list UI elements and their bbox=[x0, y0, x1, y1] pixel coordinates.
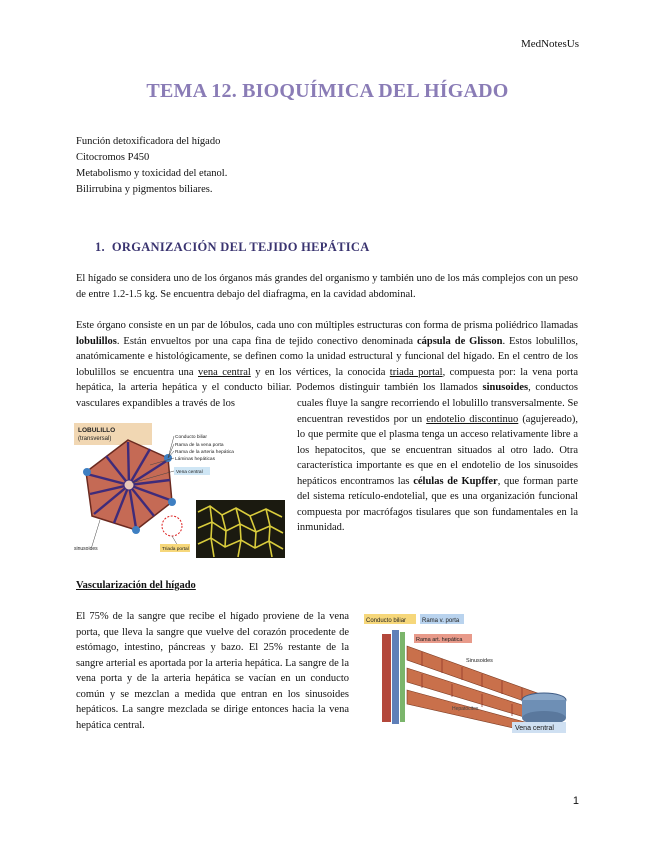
label-vena-central: Vena central bbox=[515, 725, 554, 732]
label-conducto: Conducto biliar bbox=[366, 618, 407, 624]
text-run: Este órgano consiste en un par de lóbulos, cada uno con múltiples estructuras con forma de prisma poliédrico llamadas bbox=[76, 320, 578, 331]
figure-subtitle: (transversal) bbox=[78, 436, 112, 442]
vascular-figure bbox=[362, 612, 580, 738]
label-laminas: Láminas hepáticas bbox=[175, 457, 215, 462]
label-triada: Triada portal bbox=[162, 547, 189, 552]
text-run: (agujereado), lo que permite que el plasma tenga un acceso relativamente libre a los hepatocitos, que se encuentran situados al otro lado. Otra característica importante es que en el endotelio de los sinusoides hepáticos encontramos las bbox=[297, 413, 578, 487]
label-conducto: Conducto biliar bbox=[175, 435, 207, 440]
section-heading bbox=[95, 240, 370, 255]
label-celulas: Hepatocitos bbox=[452, 706, 479, 712]
term-kupffer: células de Kupffer bbox=[413, 475, 498, 487]
portal-triad-icon bbox=[132, 526, 140, 534]
lobule-figure bbox=[70, 420, 285, 560]
paragraph-sinusoids bbox=[297, 396, 578, 536]
paragraph-intro: El hígado se considera uno de los órganos más grandes del organismo y también uno de los más complejos con un peso de entre 1.2-1.5 kg. Se encuentra debajo del diafragma, en la cavidad abdominal. bbox=[76, 273, 578, 300]
label-rama-porta: Rama de la vena porta bbox=[175, 443, 224, 448]
section-title: ORGANIZACIÓN DEL TEJIDO HEPÁTICA bbox=[111, 240, 370, 254]
topic-item: Citocromos P450 bbox=[76, 152, 150, 163]
paragraph-vascularization: El 75% de la sangre que recibe el hígado proviene de la vena porta, que lleva la sangre que vuelve del corazón procedente de estómago, intestino, páncreas y bazo. El 25% restante de la sangre arterial es aportada por la arteria hepática. La sangre de la vena porta y de la arteria hepática se vacían en un conducto común y se mezclan a medida que entran en los sinusoides hepáticos. La sangre mezclada se dirige entonces hacia la vena hepática central. bbox=[76, 611, 349, 731]
label-rama-art: Rama art. hepática bbox=[416, 637, 463, 643]
bile-duct bbox=[400, 632, 405, 722]
label-rama-porta: Rama v. porta bbox=[422, 618, 460, 624]
label-sinusoides: Sinusoides bbox=[466, 658, 493, 664]
portal-vessel bbox=[392, 630, 399, 724]
label-vena-central: Vena central bbox=[176, 470, 203, 475]
central-vein-icon bbox=[124, 480, 134, 490]
term-capsula-glisson: cápsula de Glisson bbox=[416, 335, 503, 347]
portal-triad-icon bbox=[83, 468, 91, 476]
text-run: . Estos lobulillos, anatómicamente e histológicamente, se definen como la unidad estructural y funcional del hígado. En el centro de los lobulillos se encuentra una bbox=[76, 335, 578, 378]
section-number: 1. bbox=[95, 240, 105, 254]
term-sinusoides: sinusoides bbox=[482, 382, 529, 393]
topic-item: Metabolismo y toxicidad del etanol. bbox=[76, 168, 228, 179]
portal-vessel bbox=[382, 634, 391, 722]
portal-triad-icon bbox=[168, 498, 176, 506]
topic-item: Bilirrubina y pigmentos biliares. bbox=[76, 184, 213, 195]
text-run: , que forman parte del sistema retículo-endotelial, que es una organización funcional compuesta por macrófagos tisulares que son fundamentales en la inmunidad. bbox=[297, 475, 579, 533]
header-brand: MedNotesUs bbox=[520, 38, 579, 50]
term-endotelio: endotelio discontinuo bbox=[426, 413, 519, 425]
text-run: y en los vértices, la conocida bbox=[250, 366, 390, 378]
topic-item: Función detoxificadora del hígado bbox=[76, 136, 221, 147]
term-vena-central: vena central bbox=[198, 366, 251, 378]
text-run: cuales fluye la sangre recorriendo el lobulillo transversalmente. Se encuentran revestidos por un bbox=[297, 398, 578, 425]
text-run: , conductos vasculares expandibles a través de los bbox=[76, 382, 578, 409]
label-rama-arteria: Rama de la arteria hepática bbox=[175, 450, 234, 455]
term-lobulillos: lobulillos bbox=[76, 335, 117, 347]
figure-title: LOBULILLO bbox=[78, 427, 116, 434]
topic-list bbox=[76, 134, 227, 198]
page-title: TEMA 12. BIOQUÍMICA DEL HÍGADO bbox=[146, 80, 509, 102]
page-number: 1 bbox=[572, 795, 579, 807]
subheading-vascularizacion: Vascularización del hígado bbox=[76, 580, 196, 591]
text-run: , compuesta por: la vena porta hepática, la arteria hepática y el conducto biliar. Podemos distinguir también los llamados bbox=[76, 366, 578, 393]
label-sinusoides: sinusoides bbox=[74, 546, 98, 552]
text-run: . Están envueltos por una capa fina de tejido conectivo denominada bbox=[116, 335, 417, 347]
term-triada-portal: triada portal bbox=[389, 366, 443, 378]
